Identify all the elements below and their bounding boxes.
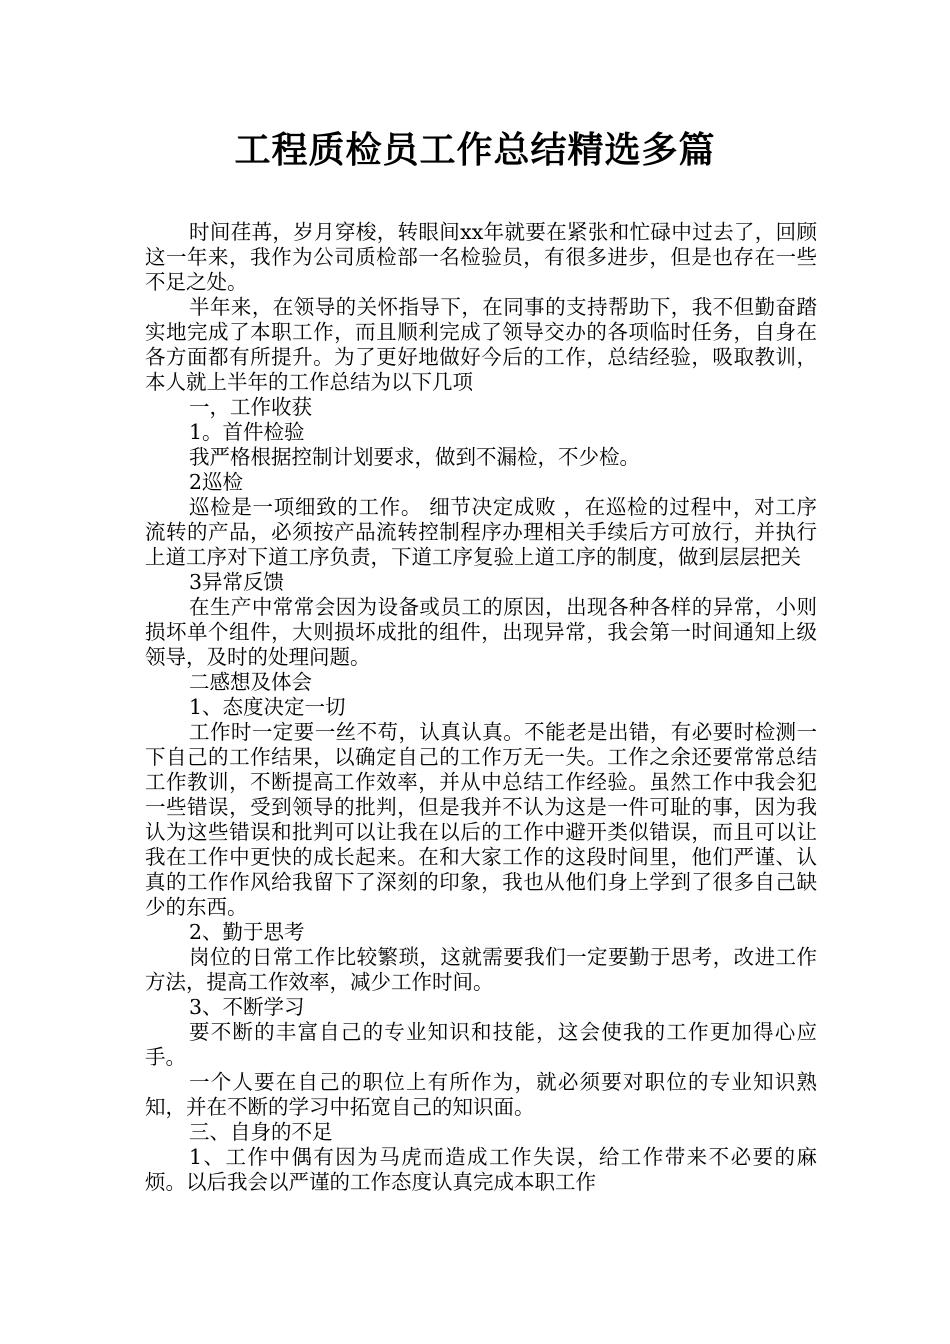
paragraph-intro: 时间荏苒，岁月穿梭，转眼间xx年就要在紧张和忙碌中过去了，回顾这一年来，我作为公司质检部一名检验员，有很多进步，但是也存在一些不足之处。 — [145, 220, 817, 294]
subheading-exception: 3异常反馈 — [189, 570, 285, 594]
subheading-thinking: 2、勤于思考 — [189, 920, 305, 944]
section-heading-shortcomings: 三、自身的不足 — [189, 1120, 333, 1144]
paragraph-first-inspection: 我严格根据控制计划要求，做到不漏检，不少检。 — [189, 445, 640, 469]
subheading-attitude: 1、态度决定一切 — [189, 695, 346, 719]
document-title: 工程质检员工作总结精选多篇 — [234, 130, 716, 171]
paragraph-patrol: 巡检是一项细致的工作。 细节决定成败 ，在巡检的过程中，对工序流转的产品，必须按产品流转控制程序办理相关手续后方可放行，并执行上道工序对下道工序负责，下道工序复验上道工序的制度，做到层层把关 — [145, 495, 817, 569]
section-heading-thoughts: 二感想及体会 — [189, 670, 312, 694]
paragraph-shortcomings: 1、工作中偶有因为马虎而造成工作失误，给工作带来不必要的麻烦。以后我会以严谨的工作态度认真完成本职工作 — [145, 1145, 817, 1194]
subheading-learning: 3、不断学习 — [189, 995, 305, 1019]
paragraph-thinking: 岗位的日常工作比较繁琐，这就需要我们一定要勤于思考，改进工作方法，提高工作效率，减少工作时间。 — [145, 945, 817, 994]
section-heading-gains: 一，工作收获 — [189, 395, 312, 419]
paragraph-attitude: 工作时一定要一丝不苟，认真认真。不能老是出错，有必要时检测一下自己的工作结果，以确定自己的工作万无一失。工作之余还要常常总结工作教训，不断提高工作效率，并从中总结工作经验。虽然工作中我会犯一些错误，受到领导的批判，但是我并不认为这是一件可耻的事，因为我认为这些错误和批判可以让我在以后的工作中避开类似错误，而且可以让我在工作中更快的成长起来。在和大家工作的这段时间里，他们严谨、认真的工作作风给我留下了深刻的印象，我也从他们身上学到了很多自己缺少的东西。 — [145, 720, 817, 919]
paragraph-half-year: 半年来，在领导的关怀指导下，在同事的支持帮助下，我不但勤奋踏实地完成了本职工作，而且顺利完成了领导交办的各项临时任务，自身在各方面都有所提升。为了更好地做好今后的工作，总结经验，吸取教训，本人就上半年的工作总结为以下几项 — [145, 295, 817, 394]
subheading-patrol: 2巡检 — [189, 470, 244, 494]
paragraph-exception: 在生产中常常会因为设备或员工的原因，出现各种各样的异常，小则损坏单个组件，大则损坏成批的组件，出现异常，我会第一时间通知上级领导，及时的处理问题。 — [145, 595, 817, 669]
paragraph-learning-2: 一个人要在自己的职位上有所作为，就必须要对职位的专业知识熟知，并在不断的学习中拓宽自己的知识面。 — [145, 1070, 817, 1119]
document-body — [145, 220, 817, 1195]
paragraph-learning-1: 要不断的丰富自己的专业知识和技能，这会使我的工作更加得心应手。 — [145, 1020, 817, 1069]
subheading-first-inspection: 1。首件检验 — [189, 420, 305, 444]
